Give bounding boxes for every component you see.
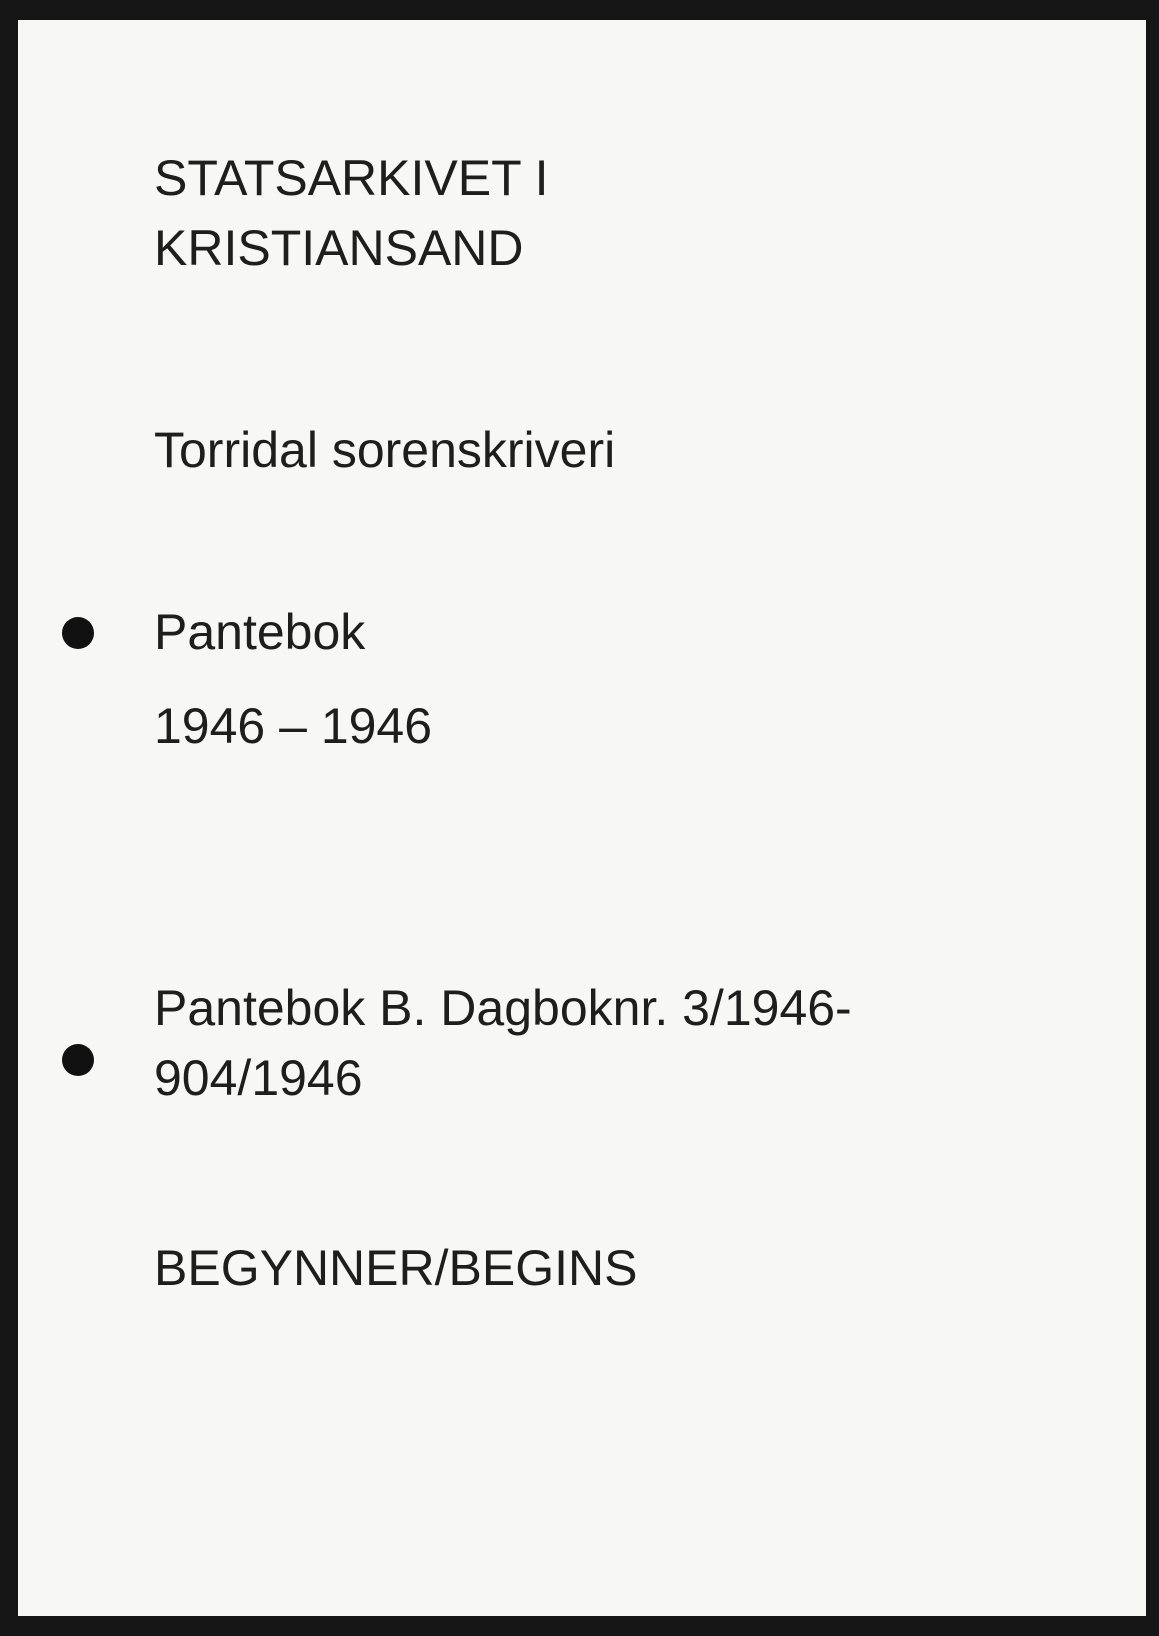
entry-2-title-line-1: Pantebok B. Dagboknr. 3/1946- [154, 980, 852, 1036]
archive-name-line-2: KRISTIANSAND [154, 220, 524, 276]
entry-2-title-line-2: 904/1946 [154, 1050, 363, 1106]
status-label: BEGYNNER/BEGINS [154, 1240, 638, 1296]
document-sheet [18, 20, 1146, 1616]
archive-name-line-1: STATSARKIVET I [154, 150, 549, 206]
bullet-icon [62, 617, 94, 649]
office-name: Torridal sorenskriveri [154, 422, 616, 478]
entry-1-years: 1946 – 1946 [154, 698, 433, 754]
entry-1-title: Pantebok [154, 604, 366, 660]
bullet-icon [62, 1044, 94, 1076]
